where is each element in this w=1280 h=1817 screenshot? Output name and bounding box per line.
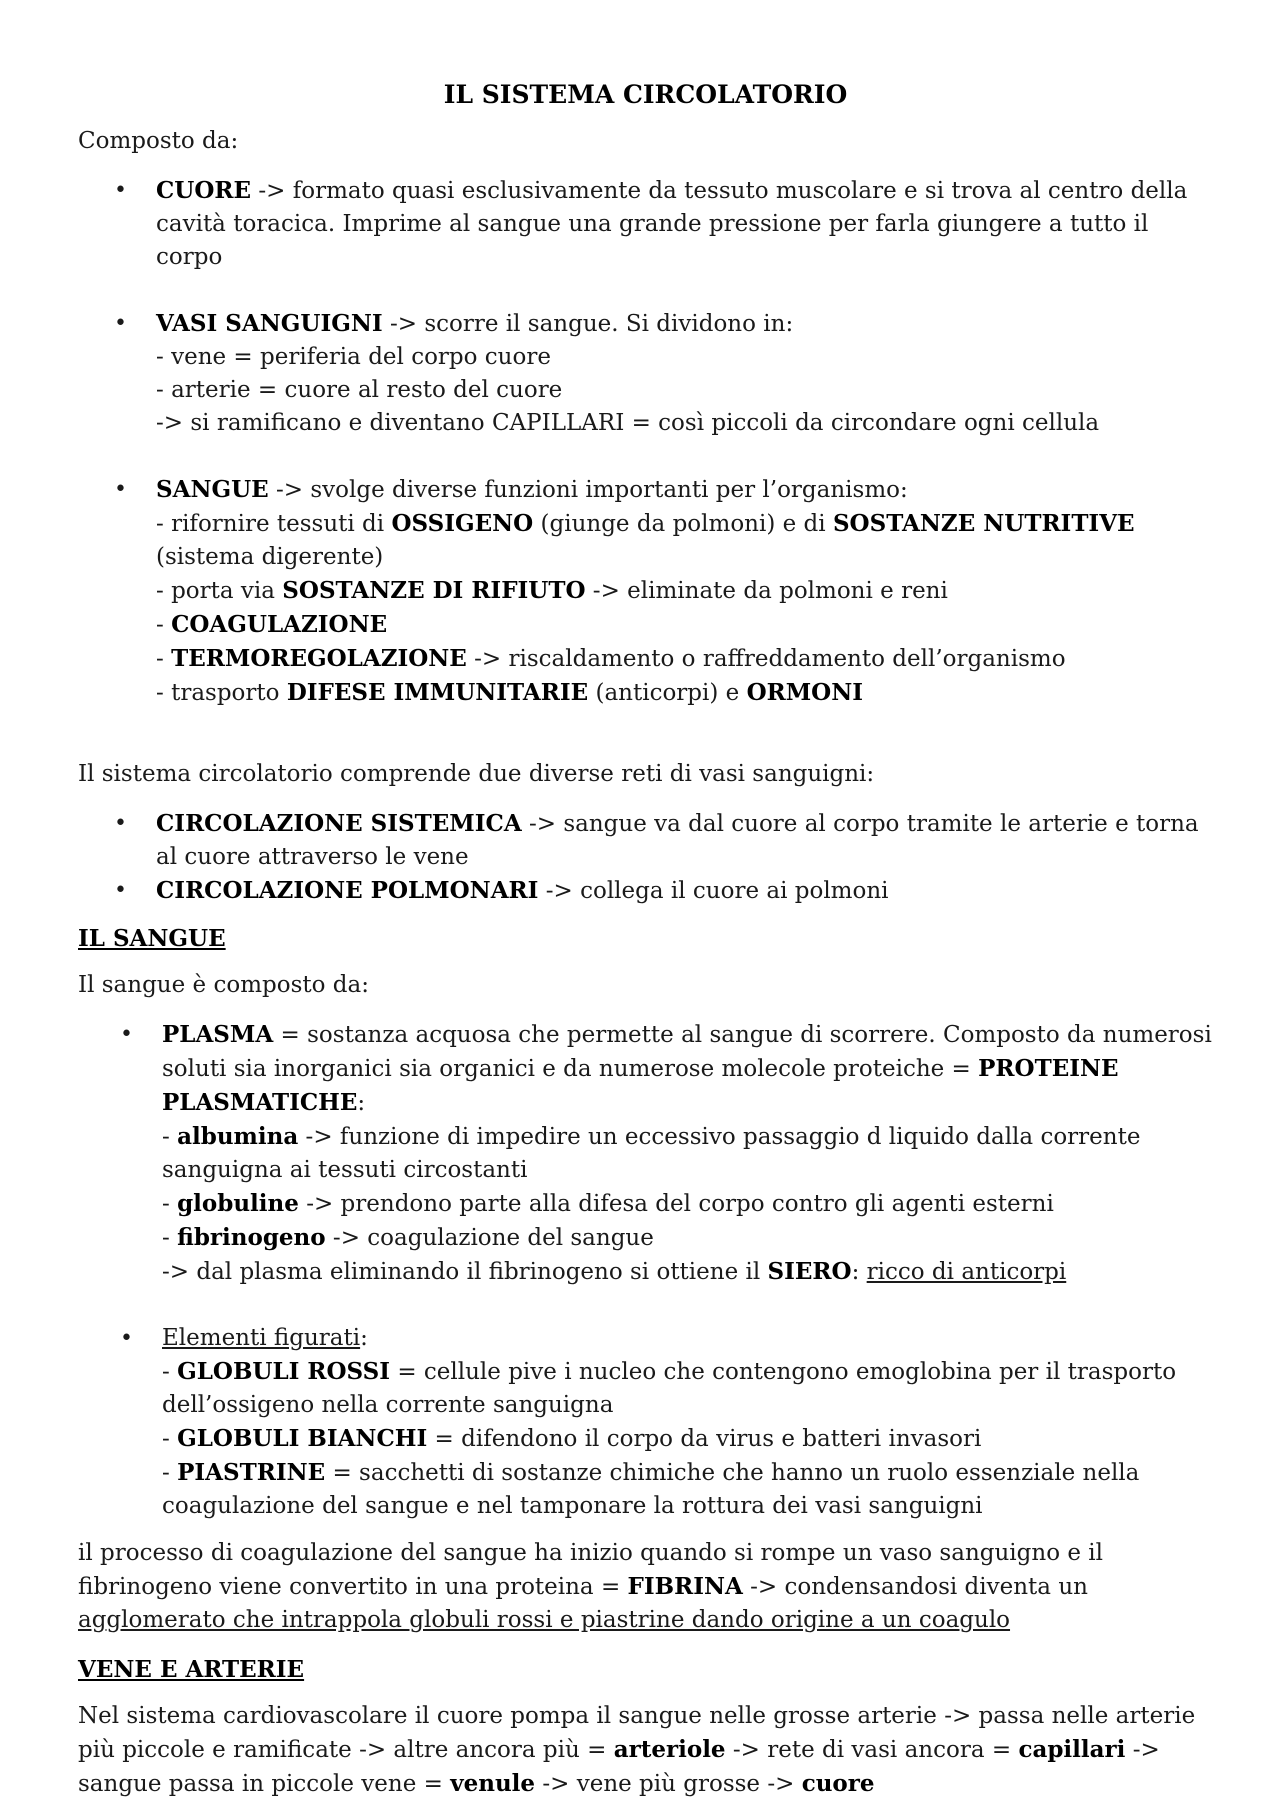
list-item-plasma <box>78 1018 1213 1289</box>
bullet-icon: • <box>114 311 127 336</box>
text-run: : <box>851 1259 867 1285</box>
polmonare-description: -> collega il cuore ai polmoni <box>538 878 889 904</box>
term-venule: venule <box>450 1770 536 1797</box>
bullet-icon: • <box>120 1022 133 1047</box>
text-run: -> funzione di impedire un eccessivo passaggio d liquido dalla corrente sanguigna ai tessuti circostanti <box>162 1124 1141 1183</box>
bullet-icon: • <box>114 811 127 836</box>
text-run: : <box>360 1325 368 1351</box>
sangue-description: -> svolge diverse funzioni importanti per l’organismo: <box>268 477 908 503</box>
term-sostanze-nutritive: SOSTANZE NUTRITIVE <box>832 510 1135 537</box>
term-sostanze-rifiuto: SOSTANZE DI RIFIUTO <box>282 577 586 604</box>
term-cuore: CUORE <box>156 177 252 204</box>
text-run: = sacchetti di sostanze chimiche che hanno un ruolo essenziale nella coagulazione del sangue e nel tamponare la rottura dei vasi sanguigni <box>162 1460 1140 1519</box>
text-run: - <box>162 1359 178 1385</box>
text-run: (giunge da polmoni) e di <box>533 511 833 537</box>
text-run: - trasporto <box>156 680 287 706</box>
text-run: -> prendono parte alla difesa del corpo contro gli agenti esterni <box>298 1191 1054 1217</box>
list-item-elementi <box>78 1322 1213 1523</box>
text-run: - rifornire tessuti di <box>156 511 392 537</box>
term-elementi-figurati: Elementi figurati <box>162 1325 361 1351</box>
text-run: - <box>162 1426 178 1452</box>
elementi-line-globuli-rossi <box>162 1355 1213 1422</box>
term-plasma: PLASMA <box>162 1021 274 1048</box>
coagulation-paragraph <box>78 1537 1213 1637</box>
plasma-line-globuline <box>162 1187 1213 1221</box>
text-run: Nel sistema cardiovascolare il cuore pompa il sangue nelle grosse arterie -> passa nelle arterie più piccole e ramificate -> altre ancora più = <box>78 1703 1196 1763</box>
sangue-line-rifiuto <box>156 574 1213 608</box>
term-vasi: VASI SANGUIGNI <box>156 310 383 337</box>
vene-paragraph <box>78 1700 1213 1801</box>
text-run: - <box>156 612 172 638</box>
vasi-line-vene: - vene = periferia del corpo cuore <box>156 344 551 370</box>
text-run: -> vene più grosse -> <box>535 1771 802 1797</box>
components-list <box>78 174 1213 710</box>
list-item-polmonare <box>78 874 1213 908</box>
text-run: : <box>357 1090 366 1116</box>
text-run: (sistema digerente) <box>156 544 384 570</box>
bullet-icon: • <box>114 878 127 903</box>
section-heading-vene-arterie: VENE E ARTERIE <box>78 1656 305 1683</box>
text-run: il processo di coagulazione del sangue ha inizio quando si rompe un vaso sanguigno e il fibrinogeno viene convertito in una proteina = <box>78 1540 1103 1600</box>
list-item-sistemica <box>78 807 1213 874</box>
term-fibrina: FIBRINA <box>627 1573 743 1600</box>
sangue-line-termoregolazione <box>156 642 1213 676</box>
list-item-vasi <box>78 307 1213 440</box>
text-run: - <box>162 1191 178 1217</box>
bullet-icon: • <box>114 477 127 502</box>
sistemica-description: -> sangue va dal cuore al corpo tramite le arterie e torna al cuore attraverso le vene <box>156 811 1199 870</box>
plasma-line-fibrinogeno <box>162 1221 1213 1255</box>
term-globuli-bianchi: GLOBULI BIANCHI <box>177 1425 428 1452</box>
networks-intro: Il sistema circolatorio comprende due diverse reti di vasi sanguigni: <box>78 761 875 787</box>
term-polmonare: CIRCOLAZIONE POLMONARI <box>156 877 539 904</box>
list-item-cuore <box>78 174 1213 274</box>
term-cuore-final: cuore <box>801 1770 875 1797</box>
term-ormoni: ORMONI <box>746 679 864 706</box>
elementi-line-globuli-bianchi <box>162 1422 1213 1456</box>
term-albumina: albumina <box>177 1123 299 1150</box>
vasi-line-arterie: - arterie = cuore al resto del cuore <box>156 377 563 403</box>
underlined-text: ricco di anticorpi <box>866 1259 1067 1285</box>
term-piastrine: PIASTRINE <box>177 1459 326 1486</box>
sangue-line-trasporto <box>156 676 1213 710</box>
text-run: = difendono il corpo da virus e batteri invasori <box>427 1426 982 1452</box>
sangue-composition-list <box>78 1018 1213 1523</box>
term-arteriole: arteriole <box>613 1736 726 1763</box>
elementi-line-piastrine <box>162 1456 1213 1523</box>
term-ossigeno: OSSIGENO <box>391 510 534 537</box>
text-run: - <box>162 1225 178 1251</box>
section-heading-sangue: IL SANGUE <box>78 925 226 952</box>
text-run: -> riscaldamento o raffreddamento dell’organismo <box>466 646 1066 672</box>
plasma-line-albumina <box>162 1120 1213 1187</box>
term-siero: SIERO <box>767 1258 852 1285</box>
text-run: - <box>156 646 172 672</box>
sangue-line-rifornire <box>156 507 1213 574</box>
page-title: IL SISTEMA CIRCOLATORIO <box>443 80 848 109</box>
term-sangue: SANGUE <box>156 476 269 503</box>
text-run: -> coagulazione del sangue <box>325 1225 654 1251</box>
sangue-line-coagulazione <box>156 608 1213 642</box>
term-sistemica: CIRCOLAZIONE SISTEMICA <box>156 810 522 837</box>
term-globuline: globuline <box>177 1190 299 1217</box>
spacer <box>78 724 1213 758</box>
term-globuli-rossi: GLOBULI ROSSI <box>177 1358 391 1385</box>
intro-text: Composto da: <box>78 128 239 154</box>
text-run: - <box>162 1124 178 1150</box>
term-capillari: capillari <box>1018 1736 1126 1763</box>
underlined-text: agglomerato che intrappola globuli rossi e piastrine dando origine a un coagulo <box>78 1607 1011 1633</box>
text-run: (anticorpi) e <box>588 680 747 706</box>
text-run: -> eliminate da polmoni e reni <box>585 578 948 604</box>
vasi-description: -> scorre il sangue. Si dividono in: <box>382 311 794 337</box>
document-page <box>78 78 1213 1817</box>
term-difese-immunitarie: DIFESE IMMUNITARIE <box>286 679 589 706</box>
cuore-description: -> formato quasi esclusivamente da tessuto muscolare e si trova al centro della cavità toracica. Imprime al sangue una grande pressione per farla giungere a tutto il corpo <box>156 178 1188 270</box>
text-run: - porta via <box>156 578 283 604</box>
vasi-line-capillari: -> si ramificano e diventano CAPILLARI = così piccoli da circondare ogni cellula <box>156 410 1100 436</box>
networks-list <box>78 807 1213 908</box>
text-run: - <box>162 1460 178 1486</box>
text-run: -> dal plasma eliminando il fibrinogeno si ottiene il <box>162 1259 768 1285</box>
sangue-intro: Il sangue è composto da: <box>78 972 369 998</box>
text-run: = sostanza acquosa che permette al sangue di scorrere. Composto da numerosi soluti sia inorganici sia organici e da numerose molecole proteiche = <box>162 1022 1212 1082</box>
term-proteine-plasmatiche: PROTEINE PLASMATICHE <box>162 1055 1119 1116</box>
text-run: -> rete di vasi ancora = <box>725 1737 1019 1763</box>
list-item-sangue <box>78 473 1213 710</box>
term-termoregolazione: TERMOREGOLAZIONE <box>171 645 467 672</box>
term-fibrinogeno: fibrinogeno <box>177 1224 326 1251</box>
plasma-line-siero <box>162 1255 1213 1289</box>
term-coagulazione: COAGULAZIONE <box>171 611 388 638</box>
bullet-icon: • <box>120 1326 133 1351</box>
text-run: -> condensandosi diventa un <box>742 1574 1088 1600</box>
text-run: -> sangue passa in piccole vene = <box>78 1737 1160 1797</box>
bullet-icon: • <box>114 178 127 203</box>
text-run: = cellule pive i nucleo che contengono emoglobina per il trasporto dell’ossigeno nella corrente sanguigna <box>162 1359 1177 1418</box>
